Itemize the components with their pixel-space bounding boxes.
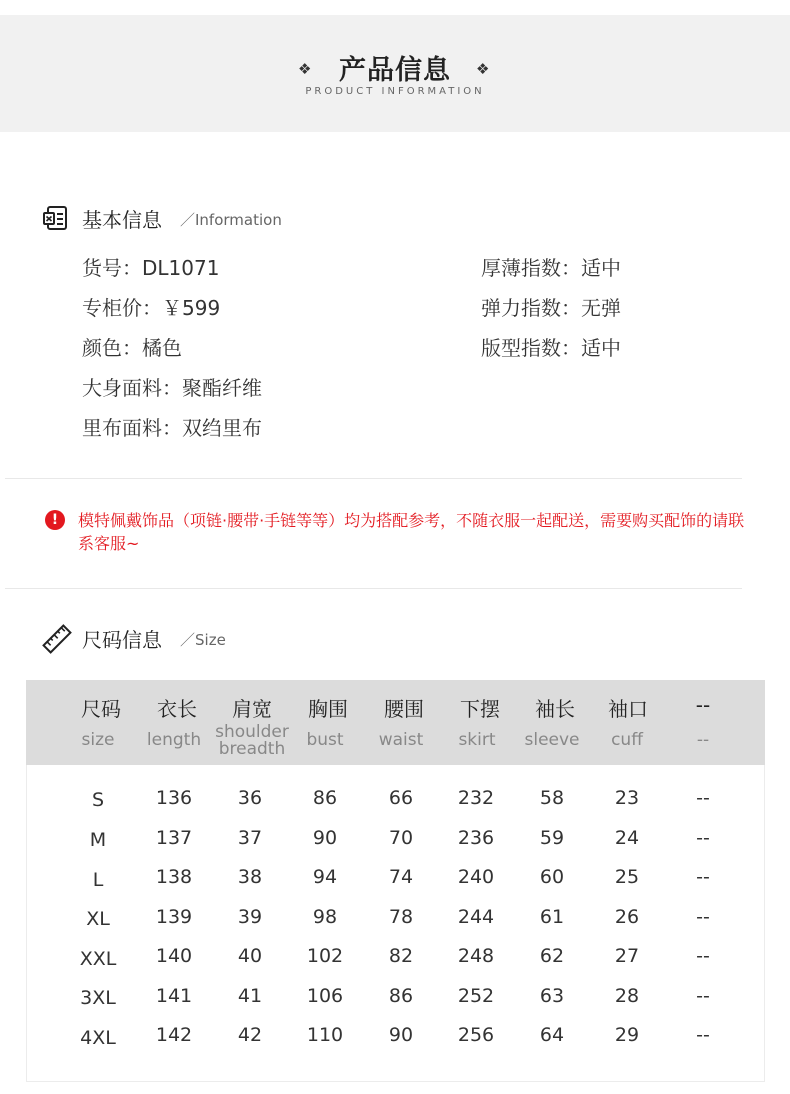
column-header-length: 衣长 (157, 697, 197, 721)
table-cell: 244 (457, 906, 495, 928)
divider (5, 478, 742, 479)
size-label: L (92, 869, 104, 891)
table-cell: 136 (155, 787, 193, 809)
column-header-size: 尺码 (81, 697, 121, 721)
table-cell: 256 (457, 1024, 495, 1046)
table-cell: 98 (312, 906, 338, 928)
size-label: M (89, 829, 107, 851)
column-header-cuff-en: cuff (611, 730, 643, 750)
table-cell: 252 (457, 985, 495, 1007)
ornament-left-icon: ❖ (298, 60, 312, 78)
table-cell: -- (696, 866, 710, 888)
table-cell: 39 (237, 906, 263, 928)
table-cell: 110 (306, 1024, 344, 1046)
fit-index: 版型指数：适中 (481, 336, 621, 360)
divider (5, 588, 742, 589)
size-label: S (91, 789, 105, 811)
table-cell: 59 (539, 827, 565, 849)
table-cell: 64 (539, 1024, 565, 1046)
lining-fabric: 里布面料：双绉里布 (82, 416, 262, 440)
basic-info-subtitle: ／Information (180, 211, 282, 229)
main-fabric: 大身面料：聚酯纤维 (82, 376, 262, 400)
table-cell: 62 (539, 945, 565, 967)
size-info-header (42, 624, 342, 652)
table-cell: 70 (388, 827, 414, 849)
table-cell: 24 (614, 827, 640, 849)
column-header-cuff: 袖口 (608, 697, 648, 721)
table-cell: 37 (237, 827, 263, 849)
table-cell: 40 (237, 945, 263, 967)
column-header-size-en: size (81, 730, 115, 750)
column-header-sleeve-en: sleeve (524, 730, 580, 750)
table-cell: 25 (614, 866, 640, 888)
table-cell: 61 (539, 906, 565, 928)
ornament-right-icon: ❖ (476, 60, 490, 78)
color: 颜色：橘色 (82, 336, 182, 360)
table-cell: 236 (457, 827, 495, 849)
table-cell: 42 (237, 1024, 263, 1046)
column-header-shoulder: 肩宽 (232, 697, 272, 721)
size-label: XL (86, 908, 110, 930)
column-header-extra: -- (695, 693, 711, 717)
item-number: 货号：DL1071 (82, 256, 220, 280)
column-header-skirt: 下摆 (460, 697, 500, 721)
size-label: 3XL (80, 987, 116, 1009)
table-cell: -- (696, 985, 710, 1007)
table-cell: 86 (388, 985, 414, 1007)
table-cell: 232 (457, 787, 495, 809)
table-cell: -- (696, 906, 710, 928)
table-cell: 102 (306, 945, 344, 967)
table-cell: 74 (388, 866, 414, 888)
table-cell: 138 (155, 866, 193, 888)
table-cell: 137 (155, 827, 193, 849)
table-cell: -- (696, 827, 710, 849)
table-cell: 141 (155, 985, 193, 1007)
ruler-icon (42, 624, 72, 654)
table-cell: -- (696, 945, 710, 967)
counter-price: 专柜价：￥599 (82, 296, 221, 320)
table-cell: 29 (614, 1024, 640, 1046)
table-cell: 142 (155, 1024, 193, 1046)
table-cell: 78 (388, 906, 414, 928)
table-cell: 140 (155, 945, 193, 967)
table-cell: 28 (614, 985, 640, 1007)
table-cell: 82 (388, 945, 414, 967)
column-header-length-en: length (146, 730, 202, 750)
size-label: XXL (79, 948, 117, 970)
table-cell: 86 (312, 787, 338, 809)
table-cell: 66 (388, 787, 414, 809)
column-header-shoulder-en: shoulder breadth (215, 722, 289, 759)
column-header-bust: 胸围 (308, 697, 348, 721)
basic-info-title: 基本信息 (82, 208, 162, 232)
elasticity-index: 弹力指数：无弹 (481, 296, 621, 320)
table-cell: 60 (539, 866, 565, 888)
banner-subtitle: PRODUCT INFORMATION (305, 86, 485, 97)
basic-info-header (42, 204, 342, 232)
table-cell: 106 (306, 985, 344, 1007)
column-header-sleeve: 袖长 (535, 697, 575, 721)
table-cell: 90 (312, 827, 338, 849)
table-cell: 36 (237, 787, 263, 809)
size-info-title: 尺码信息 (82, 628, 162, 652)
table-cell: 94 (312, 866, 338, 888)
document-icon (42, 204, 70, 232)
column-header-waist: 腰围 (384, 697, 424, 721)
thickness-index: 厚薄指数：适中 (481, 256, 621, 280)
table-cell: 23 (614, 787, 640, 809)
banner-title: 产品信息 (339, 55, 451, 86)
table-cell: 90 (388, 1024, 414, 1046)
table-cell: 26 (614, 906, 640, 928)
table-cell: 63 (539, 985, 565, 1007)
table-cell: 240 (457, 866, 495, 888)
table-cell: 58 (539, 787, 565, 809)
column-header-bust-en: bust (306, 730, 344, 750)
table-cell: 248 (457, 945, 495, 967)
table-cell: -- (696, 1024, 710, 1046)
table-cell: 139 (155, 906, 193, 928)
column-header-extra-en: -- (696, 730, 710, 750)
table-cell: -- (696, 787, 710, 809)
table-cell: 41 (237, 985, 263, 1007)
table-cell: 27 (614, 945, 640, 967)
column-header-skirt-en: skirt (458, 730, 496, 750)
accessory-notice: 模特佩戴饰品（项链·腰带·手链等等）均为搭配参考，不随衣服一起配送，需要购买配饰的请联系客服~ (78, 511, 745, 553)
size-info-subtitle: ／Size (180, 631, 226, 649)
table-cell: 38 (237, 866, 263, 888)
size-label: 4XL (80, 1027, 116, 1049)
column-header-waist-en: waist (378, 730, 424, 750)
alert-icon: ! (45, 510, 65, 530)
